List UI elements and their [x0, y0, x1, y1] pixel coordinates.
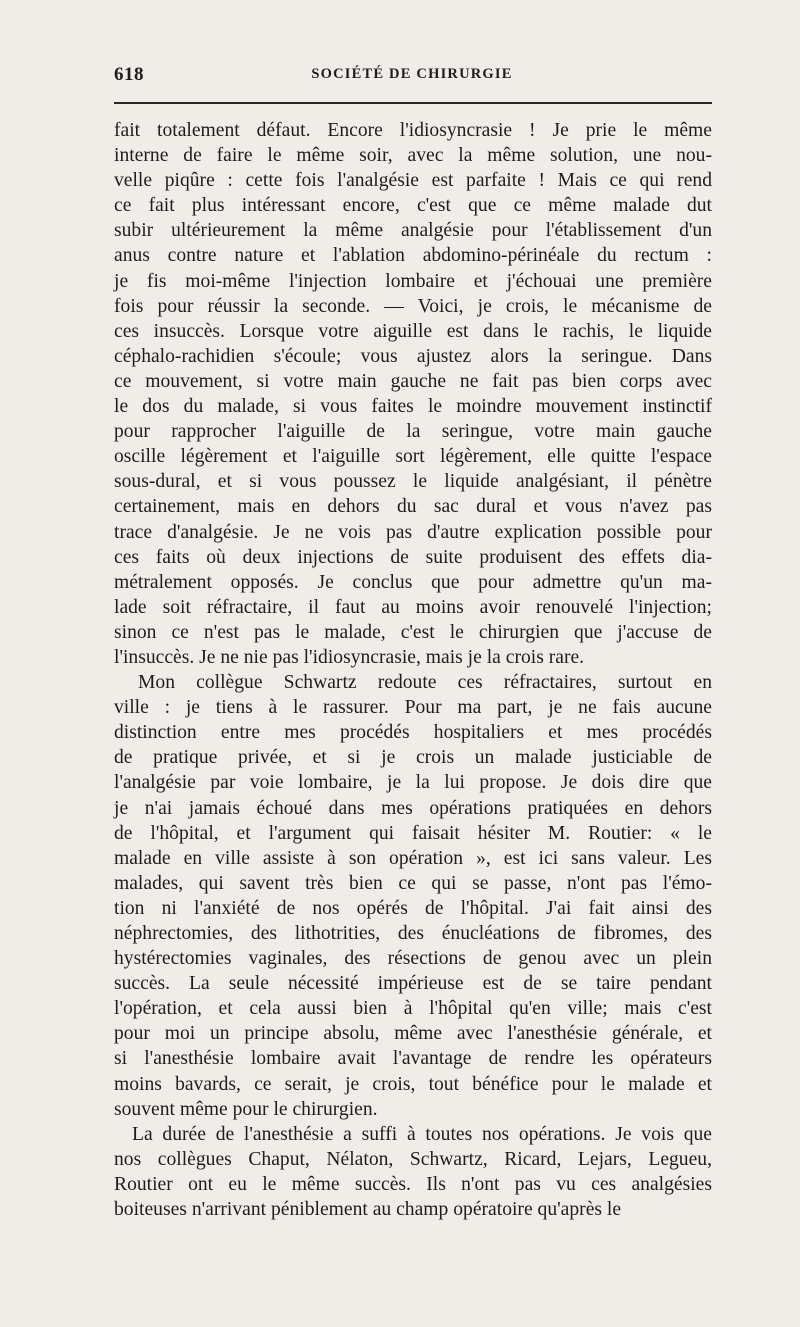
text-line: malade en ville assiste à son opération », est ici sans valeur. Les — [114, 847, 712, 869]
text-line: ce fait plus intéressant encore, c'est que ce même malade dut — [114, 195, 712, 217]
text-line: succès. La seule nécessité impérieuse est de se taire pendant — [114, 973, 712, 995]
text-line: distinction entre mes procédés hospitaliers et mes procédés — [114, 722, 712, 744]
text-line: moins bavards, ce serait, je crois, tout bénéfice pour le malade et — [114, 1073, 712, 1095]
text-line: pour rapprocher l'aiguille de la seringue, votre main gauche — [114, 421, 712, 443]
text-line: nos collègues Chaput, Nélaton, Schwartz, Ricard, Lejars, Legueu, — [114, 1148, 712, 1170]
text-line: je fis moi-même l'injection lombaire et j'échouai une première — [114, 270, 712, 292]
text-line: certainement, mais en dehors du sac dural et vous n'avez pas — [114, 496, 712, 518]
paragraph — [114, 670, 712, 1122]
text-line: subir ultérieurement la même analgésie pour l'établissement d'un — [114, 220, 712, 242]
text-line: de l'hôpital, et l'argument qui faisait hésiter M. Routier: « le — [114, 822, 712, 844]
page-header — [114, 64, 710, 90]
text-line: céphalo-rachidien s'écoule; vous ajustez alors la seringue. Dans — [114, 345, 712, 367]
text-line: si l'anesthésie lombaire avait l'avantage de rendre les opérateurs — [114, 1048, 712, 1070]
text-line: sous-dural, et si vous poussez le liquide analgésiant, il pénètre — [114, 471, 712, 493]
running-title: SOCIÉTÉ DE CHIRURGIE — [311, 66, 513, 82]
paragraph — [114, 118, 712, 670]
text-line: fois pour réussir la seconde. — Voici, je crois, le mécanisme de — [114, 295, 712, 317]
text-line: fait totalement défaut. Encore l'idiosyncrasie ! Je prie le même — [114, 120, 712, 141]
text-line: tion ni l'anxiété de nos opérés de l'hôpital. J'ai fait ainsi des — [114, 897, 712, 919]
paragraph — [114, 1122, 712, 1222]
text-line: boiteuses n'arrivant péniblement au champ opératoire qu'après le — [114, 1199, 622, 1221]
text-line: Routier ont eu le même succès. Ils n'ont pas vu ces analgésies — [114, 1173, 712, 1195]
text-line: l'insuccès. Je ne nie pas l'idiosyncrasie, mais je la crois rare. — [114, 646, 585, 668]
text-line: lade soit réfractaire, il faut au moins avoir renouvelé l'injection; — [114, 596, 712, 618]
text-line: oscille légèrement et l'aiguille sort légèrement, elle quitte l'espace — [114, 446, 712, 468]
text-line: le dos du malade, si vous faites le moindre mouvement instinctif — [114, 396, 712, 418]
body-text — [114, 118, 712, 1222]
text-line: l'analgésie par voie lombaire, je la lui propose. Je dois dire que — [114, 772, 712, 794]
text-line: ces faits où deux injections de suite produisent des effets dia- — [114, 546, 712, 568]
text-line: ville : je tiens à le rassurer. Pour ma part, je ne fais aucune — [114, 697, 712, 719]
text-line: Mon collègue Schwartz redoute ces réfractaires, surtout en — [138, 672, 712, 694]
text-line: de pratique privée, et si je crois un malade justiciable de — [114, 747, 712, 769]
text-line: ce mouvement, si votre main gauche ne fait pas bien corps avec — [114, 370, 712, 392]
text-line: sinon ce n'est pas le malade, c'est le chirurgien que j'accuse de — [114, 621, 712, 643]
text-line: souvent même pour le chirurgien. — [114, 1098, 378, 1120]
text-line: pour moi un principe absolu, même avec l'anesthésie générale, et — [114, 1023, 712, 1045]
text-line: néphrectomies, des lithotrities, des énucléations de fibromes, des — [114, 923, 712, 944]
text-line: malades, qui savent très bien ce qui se passe, n'ont pas l'émo- — [114, 872, 712, 894]
text-line: l'opération, et cela aussi bien à l'hôpital qu'en ville; mais c'est — [114, 998, 712, 1020]
page-number: 618 — [114, 64, 144, 85]
text-line: métralement opposés. Je conclus que pour admettre qu'un ma- — [114, 571, 712, 593]
header-rule — [114, 102, 712, 104]
text-line: La durée de l'anesthésie a suffi à toutes nos opérations. Je vois que — [132, 1123, 712, 1145]
text-line: velle piqûre : cette fois l'analgésie est parfaite ! Mais ce qui rend — [114, 170, 712, 192]
text-line: ces insuccès. Lorsque votre aiguille est dans le rachis, le liquide — [114, 320, 712, 342]
text-line: anus contre nature et l'ablation abdomino-périnéale du rectum : — [114, 245, 712, 267]
text-line: hystérectomies vaginales, des résections de genou avec un plein — [114, 948, 712, 970]
text-line: je n'ai jamais échoué dans mes opérations pratiquées en dehors — [114, 797, 712, 819]
text-line: trace d'analgésie. Je ne vois pas d'autre explication possible pour — [114, 521, 712, 543]
text-line: interne de faire le même soir, avec la même solution, une nou- — [114, 145, 712, 167]
